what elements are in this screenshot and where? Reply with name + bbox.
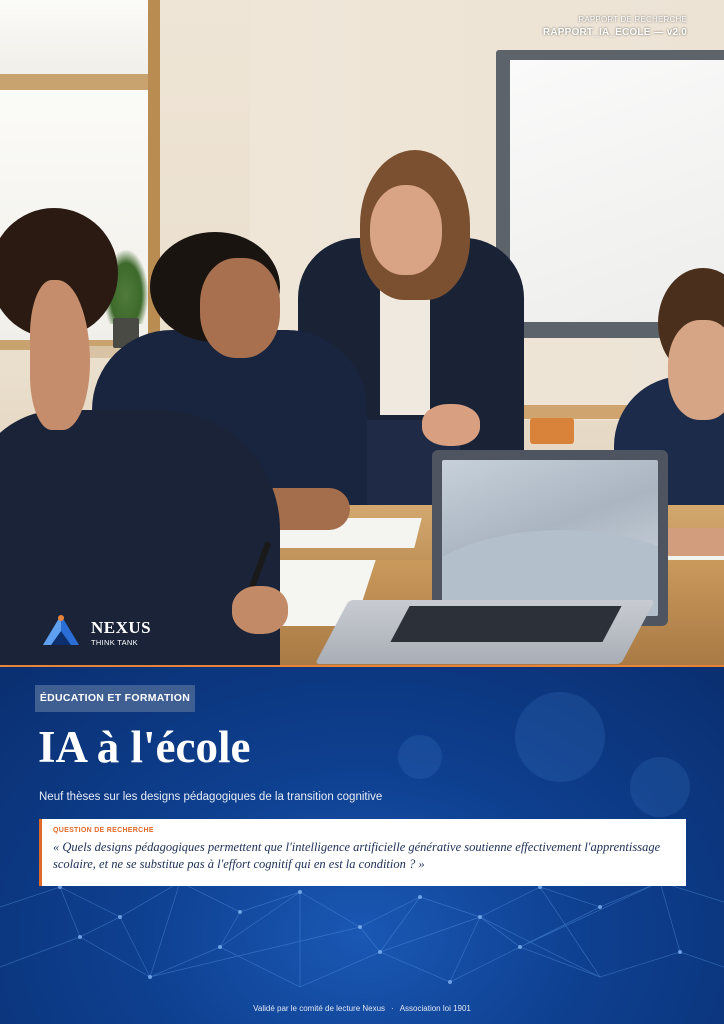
doc-id: RAPPORT_IA_ECOLE — v2.0 (542, 27, 687, 38)
footer-association: Association loi 1901 (399, 1004, 471, 1013)
question-label: QUESTION DE RECHERCHE (53, 827, 154, 834)
footer (0, 1004, 724, 1013)
title-panel (0, 667, 724, 1024)
logo-subtitle: THINK TANK (91, 638, 138, 647)
page-subtitle: Neuf thèses sur les designs pédagogiques de la transition cognitive (39, 791, 383, 803)
logo-name: NEXUS (91, 618, 152, 637)
research-question: « Quels designs pédagogiques permettent que l'intelligence artificielle générative soutienne effectivement l'apprentissage scolaire, et ne se substitue pas à l'effort cognitif qui en est la condition ? » (53, 840, 661, 871)
research-question-box (39, 819, 686, 886)
page-title: IA à l'école (38, 722, 251, 772)
triangle-logo-icon (41, 613, 81, 649)
category-tag: ÉDUCATION ET FORMATION (35, 685, 195, 712)
footer-validation: Validé par le comité de lecture Nexus (253, 1004, 386, 1013)
footer-separator: · (391, 1004, 394, 1013)
nexus-logo (41, 613, 171, 649)
doc-kicker: RAPPORT DE RECHERCHE (578, 15, 687, 24)
